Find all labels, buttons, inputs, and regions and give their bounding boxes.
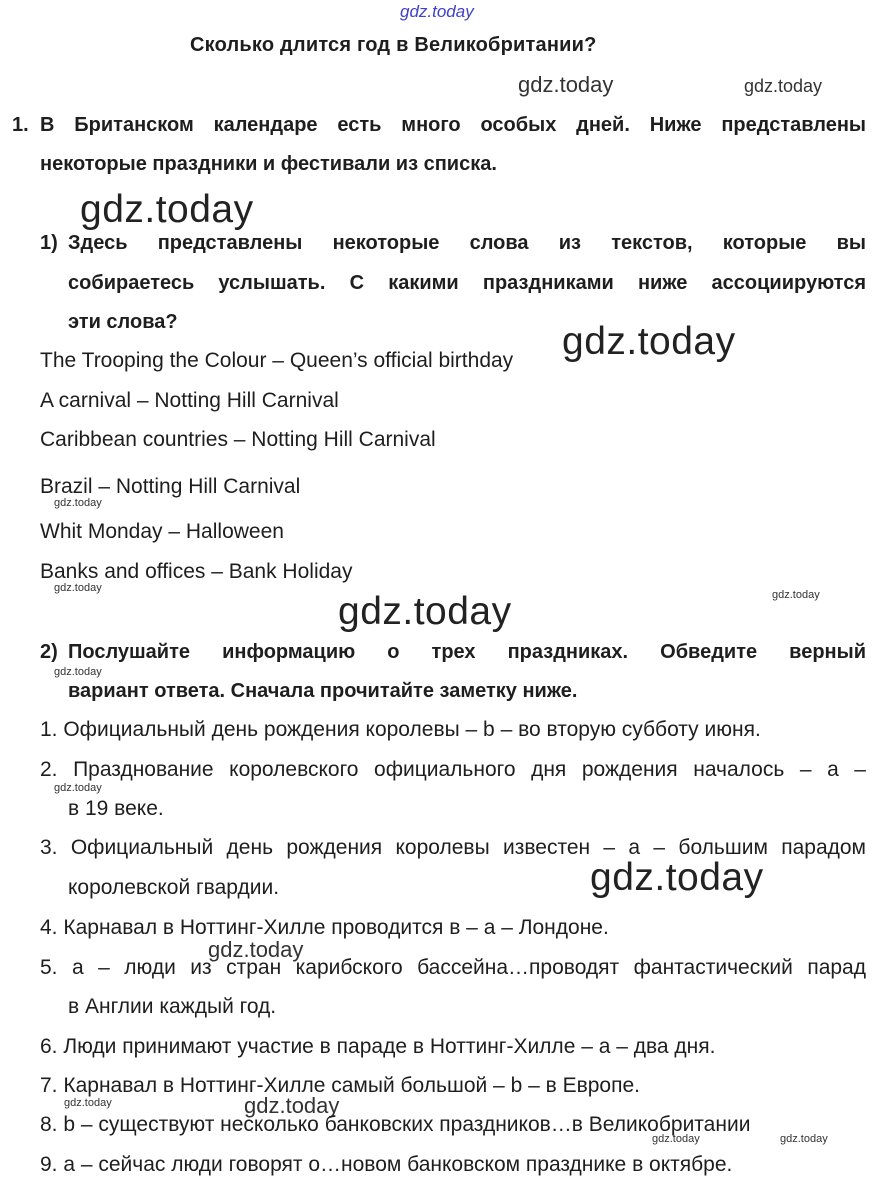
task-number: 1. (12, 114, 29, 136)
answer-item-continuation: в 19 веке. (68, 797, 164, 820)
answer-item: 4. Карнавал в Ноттинг-Хилле проводится в – a – Лондоне. (40, 916, 609, 939)
answer-item: 1. Официальный день рождения королевы – b – во вторую субботу июня. (40, 718, 761, 741)
subtask-text-line: Послушайте информацию о трех праздниках. Обведите верный (68, 641, 866, 663)
watermark: gdz.today (562, 320, 736, 363)
subtask-number: 1) (40, 232, 58, 254)
watermark: gdz.today (780, 1133, 828, 1145)
answer-item: 6. Люди принимают участие в параде в Ноттинг-Хилле – a – два дня. (40, 1035, 716, 1058)
watermark: gdz.today (772, 589, 820, 601)
watermark: gdz.today (54, 782, 102, 794)
answer-item: 9. a – сейчас люди говорят о…новом банковском празднике в октябре. (40, 1153, 733, 1176)
answer-item-continuation: в Англии каждый год. (68, 995, 277, 1018)
watermark: gdz.today (80, 188, 254, 231)
watermark-top: gdz.today (400, 2, 474, 21)
task-text-line: некоторые праздники и фестивали из списка. (40, 153, 497, 175)
subtask-text-line: вариант ответа. Сначала прочитайте заметку ниже. (68, 680, 578, 702)
subtask-text-line: Здесь представлены некоторые слова из текстов, которые вы (68, 232, 866, 254)
watermark: gdz.today (338, 590, 512, 633)
association-item: Brazil – Notting Hill Carnival (40, 475, 301, 498)
task-text-line: В Британском календаре есть много особых дней. Ниже представлены (40, 114, 866, 136)
subtask-text-line: собираетесь услышать. С какими праздниками ниже ассоциируются (68, 272, 866, 294)
association-item: Banks and offices – Bank Holiday (40, 560, 353, 583)
association-item: The Trooping the Colour – Queen’s official birthday (40, 349, 514, 372)
answer-item-continuation: королевской гвардии. (68, 876, 280, 899)
subtask-number: 2) (40, 641, 58, 663)
subtask-text-line: эти слова? (68, 311, 178, 333)
association-item: Whit Monday – Halloween (40, 520, 284, 543)
watermark: gdz.today (54, 497, 102, 509)
answer-item: 8. b – существуют несколько банковских праздников…в Великобритании (40, 1113, 751, 1136)
answer-item: 5. a – люди из стран карибского бассейна…проводят фантастический парад (40, 956, 866, 979)
association-item: Caribbean countries – Notting Hill Carnival (40, 428, 436, 451)
page-title: Сколько длится год в Великобритании? (190, 34, 597, 56)
watermark: gdz.today (744, 76, 823, 96)
answer-item: 7. Карнавал в Ноттинг-Хилле самый большой – b – в Европе. (40, 1074, 640, 1097)
watermark: gdz.today (64, 1097, 112, 1109)
watermark: gdz.today (652, 1133, 700, 1145)
watermark: gdz.today (518, 72, 614, 97)
association-item: A carnival – Notting Hill Carnival (40, 389, 339, 412)
answer-item: 2. Празднование королевского официального дня рождения началось – a – (40, 758, 866, 781)
watermark: gdz.today (54, 582, 102, 594)
watermark: gdz.today (244, 1093, 340, 1118)
watermark: gdz.today (590, 856, 764, 899)
watermark: gdz.today (54, 666, 102, 678)
answer-item: 3. Официальный день рождения королевы известен – a – большим парадом (40, 836, 866, 859)
watermark: gdz.today (208, 937, 304, 962)
